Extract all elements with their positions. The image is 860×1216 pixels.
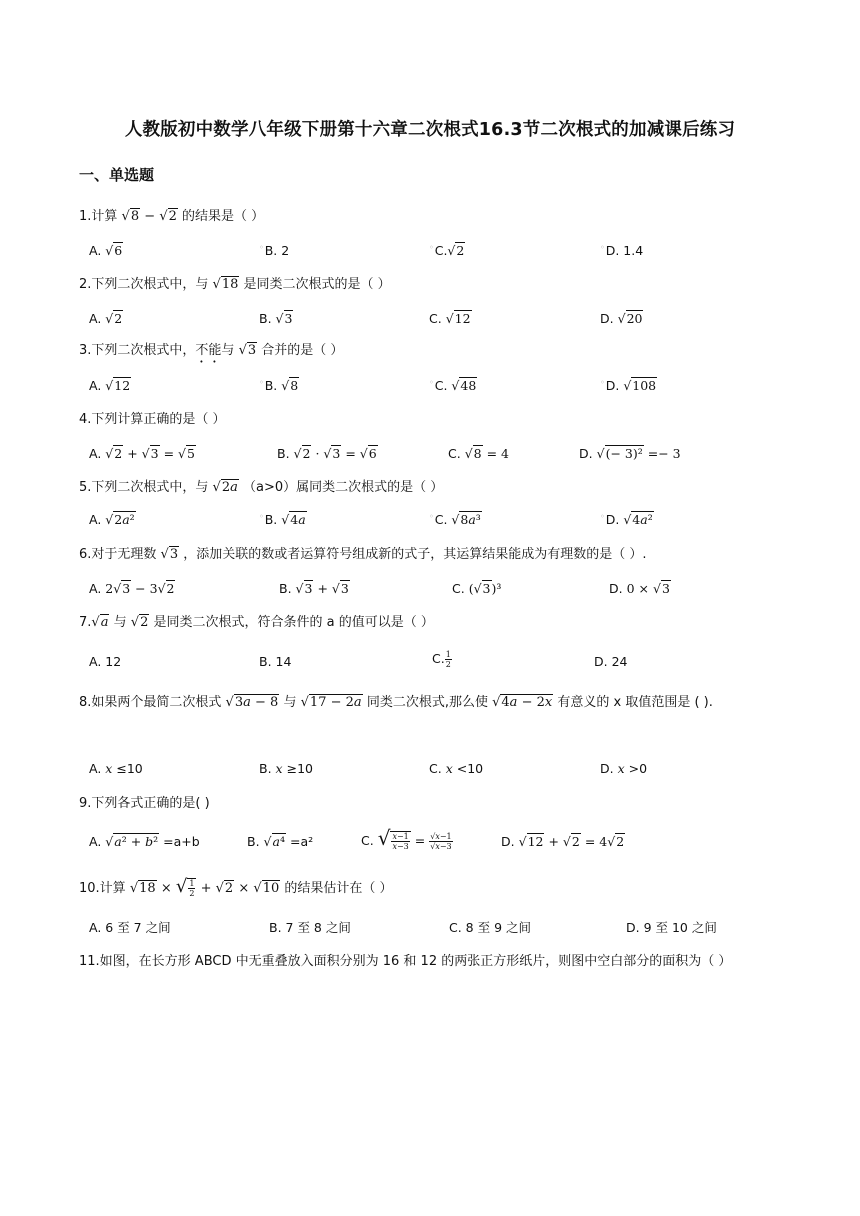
option-c[interactable]: C. √12 [429, 311, 471, 326]
question-1-suffix: 的结果是（ ） [182, 209, 265, 224]
option-c[interactable]: C. √ $\frac{x-1}{x-3}$ = $\frac{√x-1}{√x-3}$ [361, 826, 452, 851]
question-2-options [89, 311, 789, 331]
option-c[interactable]: C. √8 = 4 [448, 446, 509, 461]
option-c[interactable]: C. x <10 [429, 761, 484, 776]
option-b[interactable]: B. x ≥10 [259, 761, 313, 776]
question-5-options [89, 512, 789, 532]
option-c[interactable]: ◦C. √8a³ [429, 512, 481, 527]
option-b[interactable]: B. 14 [259, 654, 292, 669]
question-5: 5.下列二次根式中，与 √2a （a>0）属同类二次根式的是（ ） [79, 480, 444, 495]
option-a[interactable]: A. √2a² [89, 512, 135, 527]
question-9-options [89, 826, 789, 860]
question-10-options [89, 918, 789, 938]
option-b[interactable]: ◦B. √4a [259, 512, 306, 527]
question-9: 9.下列各式正确的是( ) [79, 796, 210, 811]
question-1-options [89, 243, 789, 263]
option-d[interactable]: D. 0 × √3 [609, 581, 670, 596]
question-6-options [89, 581, 789, 601]
question-7: 7.√a 与 √2 是同类二次根式，符合条件的 a 的值可以是（ ） [79, 615, 434, 630]
option-d[interactable]: ◦D. √4a² [600, 512, 653, 527]
option-d[interactable]: D. x >0 [600, 761, 648, 776]
option-d[interactable]: D. 24 [594, 654, 628, 669]
question-6: 6.对于无理数 √3 ，添加关联的数或者运算符号组成新的式子，其运算结果能成为有理数的是（ ）. [79, 547, 647, 562]
question-8-options [89, 761, 789, 781]
option-d[interactable]: ◦D. √108 [600, 378, 657, 393]
option-a[interactable]: A. 12 [89, 654, 122, 669]
option-c[interactable]: C. $\frac{1}{2}$ [432, 650, 451, 669]
question-11: 11.如图，在长方形 ABCD 中无重叠放入面积分别为 16 和 12 的两张正方形纸片，则图中空白部分的面积为（ ） [79, 954, 732, 969]
option-a[interactable]: A. x ≤10 [89, 761, 143, 776]
option-d[interactable]: D. √12 + √2 = 4√2 [501, 834, 625, 849]
page-title: 人教版初中数学八年级下册第十六章二次根式16.3节二次根式的加减课后练习 [124, 120, 736, 140]
option-b[interactable]: B. √3 + √3 [279, 581, 349, 596]
option-b[interactable]: B. √a⁴ =a² [247, 834, 314, 849]
question-7-options [89, 650, 789, 674]
section-heading: 一、单选题 [79, 166, 155, 184]
question-10: 10.计算 √18 × √ $\frac{1}{2}$ + √2 × √10 的结果估计在（ ） [79, 876, 393, 898]
option-a[interactable]: A. √2 + √3 = √5 [89, 446, 195, 461]
option-c[interactable]: C. 8 至 9 之间 [449, 920, 532, 935]
question-3: 3.下列二次根式中，不能与 √3 合并的是（ ） [79, 343, 344, 358]
option-b[interactable]: B. √2 · √3 = √6 [277, 446, 377, 461]
option-b[interactable]: B. √3 [259, 311, 293, 326]
option-b[interactable]: ◦B. 2 [259, 243, 290, 258]
option-d[interactable]: ◦D. 1.4 [600, 243, 644, 258]
option-d[interactable]: D. √20 [600, 311, 643, 326]
question-2: 2.下列二次根式中，与 √18 是同类二次根式的是（ ） [79, 277, 391, 292]
option-a[interactable]: A. 6 至 7 之间 [89, 920, 171, 935]
option-c[interactable]: C. (√3)³ [452, 581, 502, 596]
option-b[interactable]: ◦B. √8 [259, 378, 299, 393]
question-4: 4.下列计算正确的是（ ） [79, 412, 226, 427]
question-1: 1.计算 √8 − √2 的结果是（ ） [79, 209, 265, 224]
question-3-options [89, 378, 789, 398]
option-a[interactable]: A. √12 [89, 378, 131, 393]
question-8: 8.如果两个最简二次根式 √3a − 8 与 √17 − 2a 同类二次根式,那么使 √4a − 2x 有意义的 x 取值范围是 ( ). [79, 695, 713, 710]
option-a[interactable]: A. √6 [89, 243, 123, 258]
option-c[interactable]: ◦C.√2 [429, 243, 465, 258]
option-d[interactable]: D. 9 至 10 之间 [626, 920, 717, 935]
option-b[interactable]: B. 7 至 8 之间 [269, 920, 351, 935]
option-a[interactable]: A. 2√3 − 3√2 [89, 581, 175, 596]
option-a[interactable]: A. √a² + b² =a+b [89, 834, 200, 849]
option-d[interactable]: D. √(− 3)² =− 3 [579, 446, 681, 461]
option-c[interactable]: ◦C. √48 [429, 378, 477, 393]
question-4-options [89, 446, 789, 466]
question-1-prefix: 1.计算 [79, 209, 118, 224]
option-a[interactable]: A. √2 [89, 311, 123, 326]
